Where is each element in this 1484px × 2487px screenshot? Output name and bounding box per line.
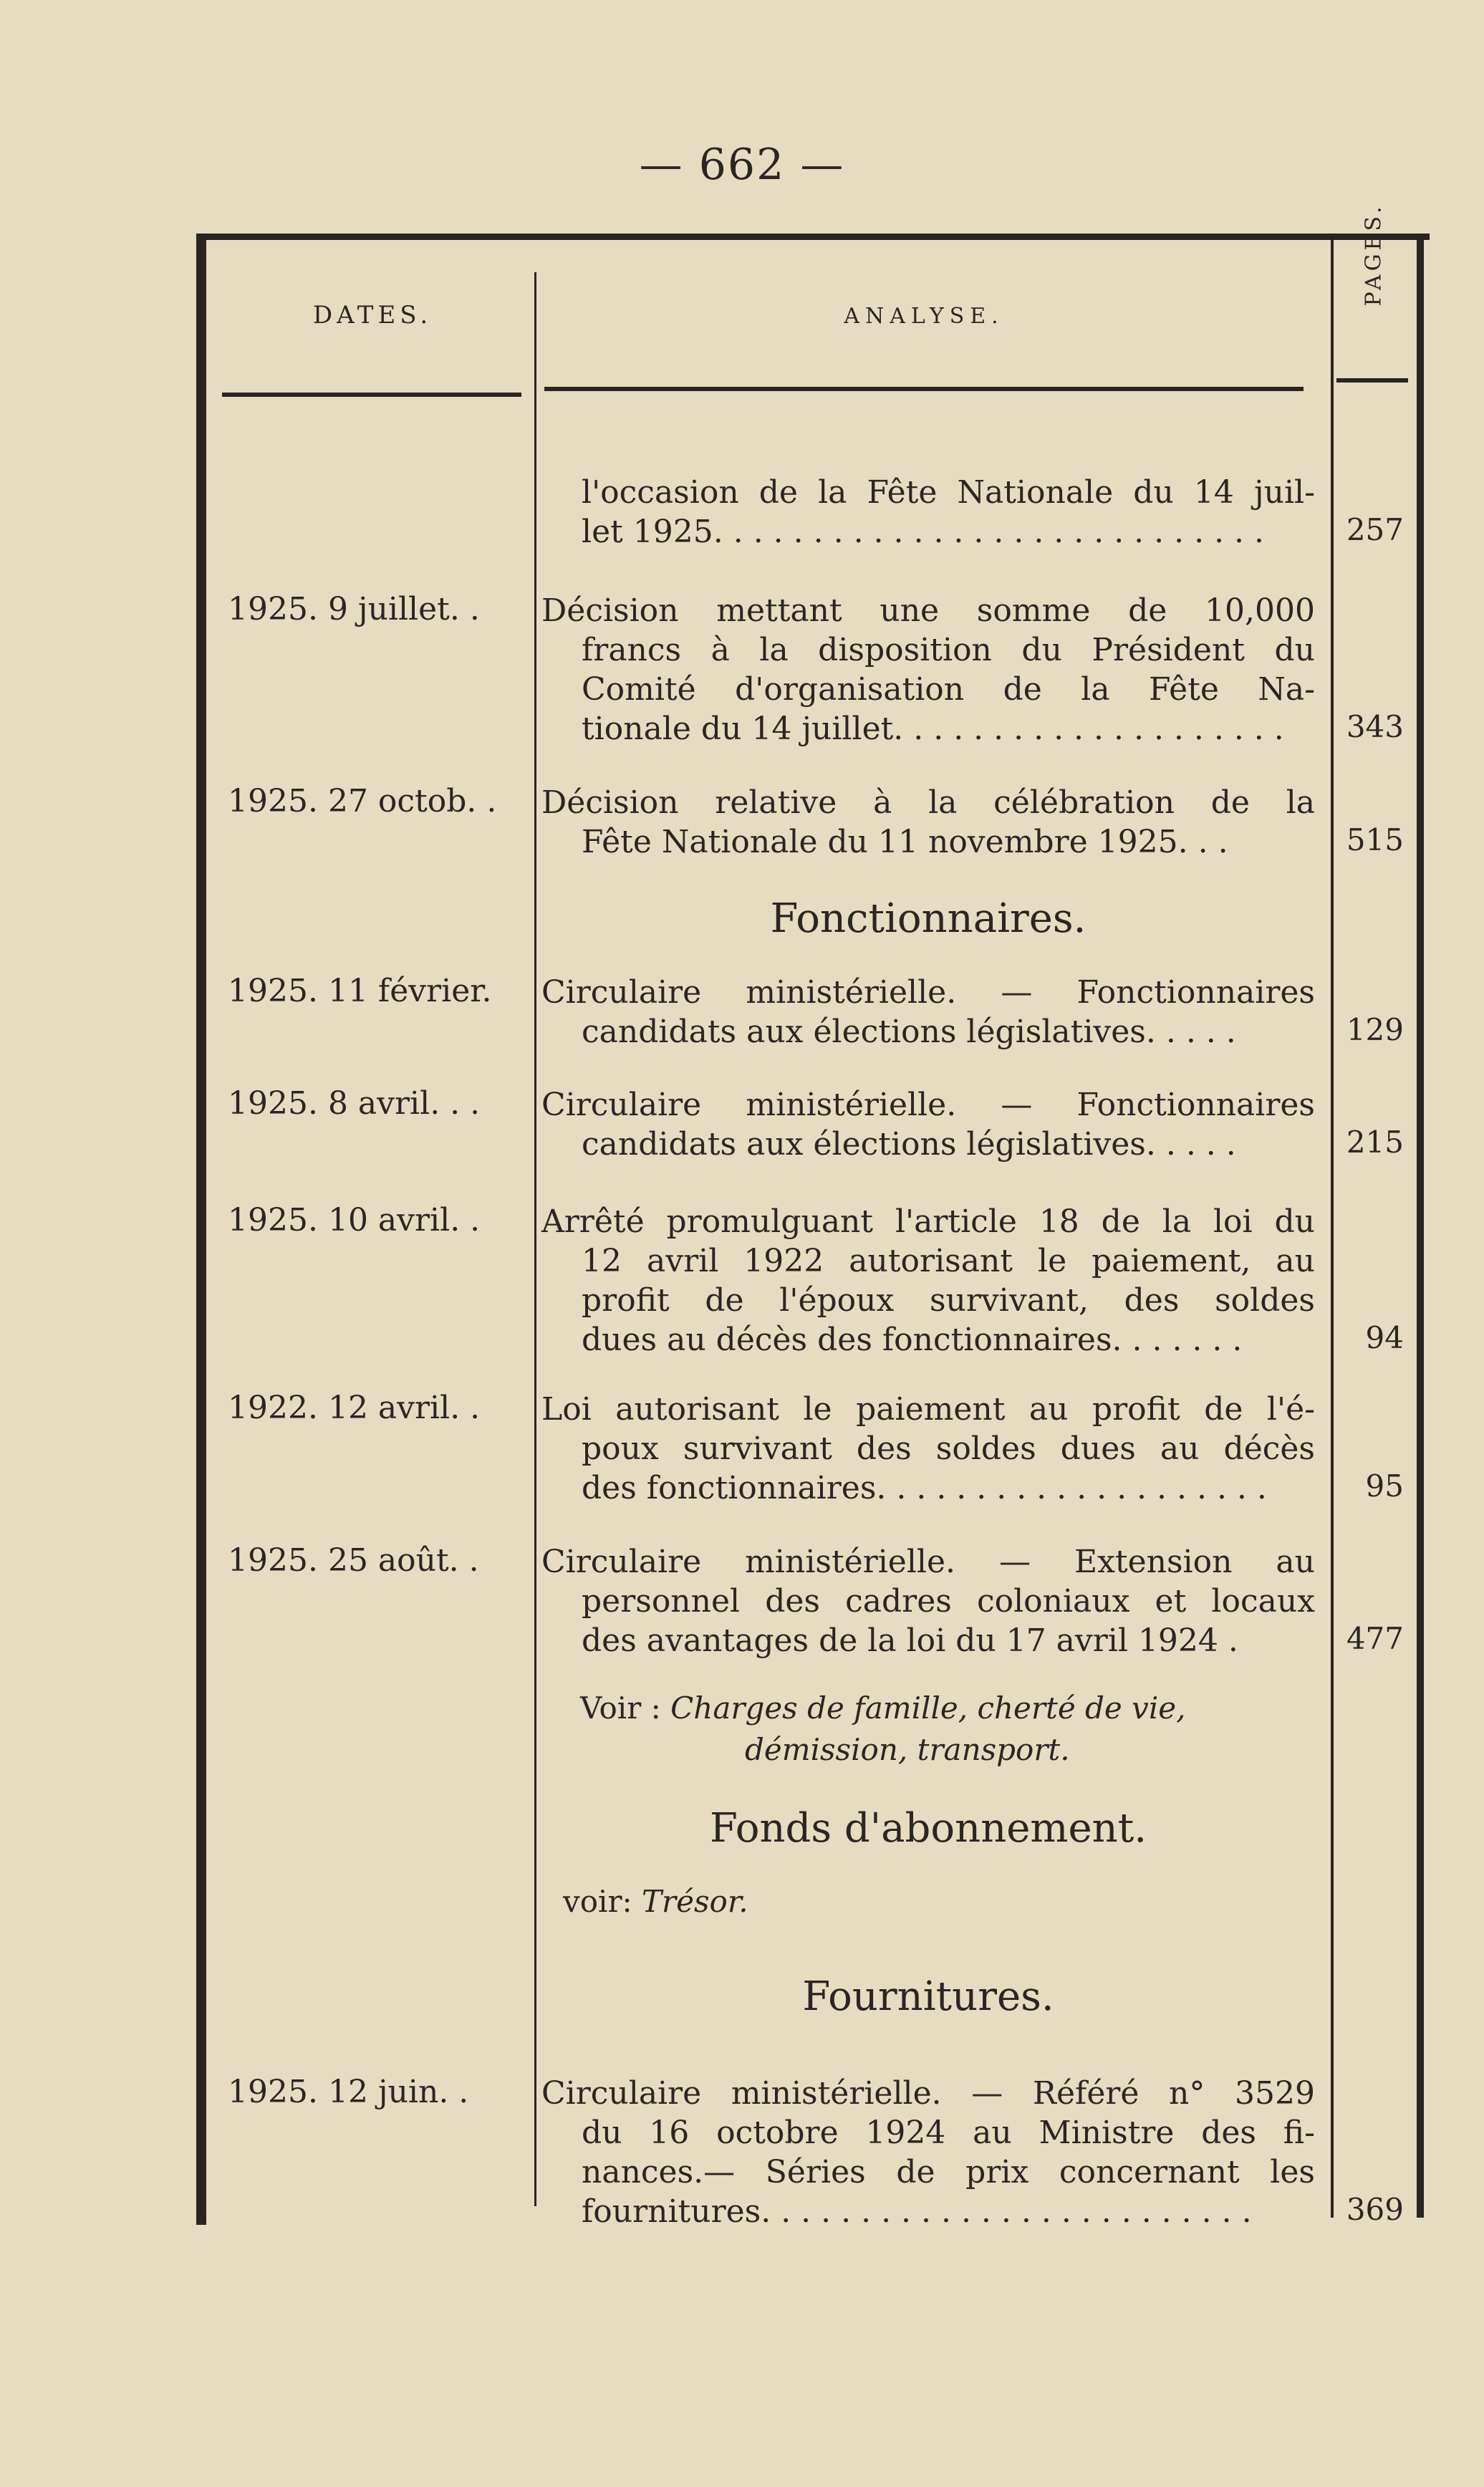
analysis-line: candidats aux élections législatives. . . . .: [582, 1014, 1236, 1050]
entry-date: 1925. 9 juillet. .: [228, 591, 480, 627]
see-also-reference: [580, 1690, 1186, 1726]
page-reference: 343: [1346, 709, 1404, 744]
header-dates: DATES.: [312, 301, 433, 329]
analysis-line: dues au décès des fonctionnaires. . . . . . .: [582, 1322, 1243, 1358]
page-number: — 662 —: [639, 140, 845, 190]
analysis-line: Fête Nationale du 11 novembre 1925. . .: [582, 824, 1228, 860]
top-rule: [198, 234, 1430, 240]
column-rule-dates: [534, 272, 536, 2206]
entry-date: 1925. 11 février.: [228, 973, 492, 1009]
analysis-line: Circulaire ministérielle. — Fonctionnaires: [541, 1087, 1315, 1123]
see-also-label: voir:: [563, 1884, 632, 1919]
section-heading: Fournitures.: [802, 1973, 1054, 2020]
analysis-line: des fonctionnaires. . . . . . . . . . . . . . . . . . . .: [582, 1470, 1267, 1506]
analysis-line: fournitures. . . . . . . . . . . . . . . . . . . . . . . . .: [582, 2193, 1252, 2230]
analysis-line: Comité d'organisation de la Fête Na-: [582, 671, 1315, 708]
see-also-topics: Charges de famille, cherté de vie,: [670, 1690, 1186, 1726]
page-reference: 477: [1346, 1621, 1404, 1656]
analysis-line: francs à la disposition du Président du: [582, 632, 1315, 668]
page-reference: 257: [1346, 512, 1404, 547]
analysis-entry: [541, 2074, 1315, 2231]
analysis-line: let 1925. . . . . . . . . . . . . . . . . . . . . . . . . . . .: [582, 514, 1265, 550]
see-also-topics: Trésor.: [642, 1884, 748, 1919]
analysis-entry: [541, 473, 1315, 552]
entry-date: 1925. 8 avril. . .: [228, 1085, 481, 1122]
page-reference: 215: [1346, 1125, 1404, 1160]
analysis-line: profit de l'époux survivant, des soldes: [582, 1282, 1315, 1319]
analysis-line: Décision relative à la célébration de la: [541, 784, 1315, 821]
entry-date: 1925. 10 avril. .: [228, 1202, 481, 1238]
analysis-line: personnel des cadres coloniaux et locaux: [582, 1583, 1315, 1620]
page-reference: 94: [1365, 1320, 1404, 1355]
see-also-label: Voir :: [580, 1690, 661, 1726]
analysis-entry: [541, 1542, 1315, 1660]
analysis-entry: [541, 973, 1315, 1052]
analysis-line: tionale du 14 juillet. . . . . . . . . . . . . . . . . . . .: [582, 711, 1284, 747]
see-also-reference: [563, 1884, 748, 1919]
analysis-line: 12 avril 1922 autorisant le paiement, au: [582, 1243, 1315, 1279]
analysis-line: Circulaire ministérielle. — Fonctionnaires: [541, 974, 1315, 1011]
header-rule-dates: [222, 393, 521, 397]
analysis-line: Circulaire ministérielle. — Référé n° 3529: [541, 2075, 1315, 2112]
analysis-line: Circulaire ministérielle. — Extension au: [541, 1544, 1315, 1580]
header-rule-analyse: [544, 387, 1304, 391]
entry-date: 1925. 12 juin. .: [228, 2074, 469, 2110]
entry-date: 1922. 12 avril. .: [228, 1390, 481, 1426]
right-border: [1417, 234, 1424, 2218]
see-also-topics: démission, transport.: [745, 1732, 1070, 1767]
analysis-line: nances.— Séries de prix concernant les: [582, 2154, 1315, 2190]
analysis-line: poux survivant des soldes dues au décès: [582, 1430, 1315, 1467]
analysis-line: Décision mettant une somme de 10,000: [541, 592, 1315, 629]
analysis-entry: [541, 783, 1315, 862]
entry-date: 1925. 25 août. .: [228, 1542, 479, 1579]
analysis-line: Arrêté promulguant l'article 18 de la loi du: [541, 1203, 1315, 1240]
page-reference: 129: [1346, 1012, 1404, 1047]
analysis-entry: [541, 1202, 1315, 1360]
analysis-line: des avantages de la loi du 17 avril 1924 .: [582, 1622, 1238, 1659]
analysis-line: l'occasion de la Fête Nationale du 14 juil-: [582, 474, 1315, 511]
page-reference: 515: [1346, 822, 1404, 857]
section-heading: Fonctionnaires.: [770, 895, 1086, 942]
page-reference: 95: [1365, 1468, 1404, 1504]
analysis-entry: [541, 591, 1315, 749]
analysis-line: du 16 octobre 1924 au Ministre des fi-: [582, 2115, 1315, 2151]
header-rule-pages: [1336, 378, 1408, 383]
analysis-line: Loi autorisant le paiement au profit de l'é-: [541, 1391, 1315, 1428]
section-heading: Fonds d'abonnement.: [709, 1805, 1147, 1852]
analysis-entry: [541, 1085, 1315, 1164]
page-reference: 369: [1346, 2192, 1404, 2227]
column-rule-pages: [1331, 234, 1334, 2218]
left-border: [196, 234, 206, 2225]
analysis-entry: [541, 1390, 1315, 1508]
header-analyse: ANALYSE.: [844, 304, 1004, 329]
analysis-line: candidats aux élections législatives. . . . .: [582, 1126, 1236, 1163]
see-also-reference-continued: [745, 1732, 1070, 1767]
header-pages: PAGES.: [1361, 203, 1387, 307]
entry-date: 1925. 27 octob. .: [228, 783, 497, 819]
